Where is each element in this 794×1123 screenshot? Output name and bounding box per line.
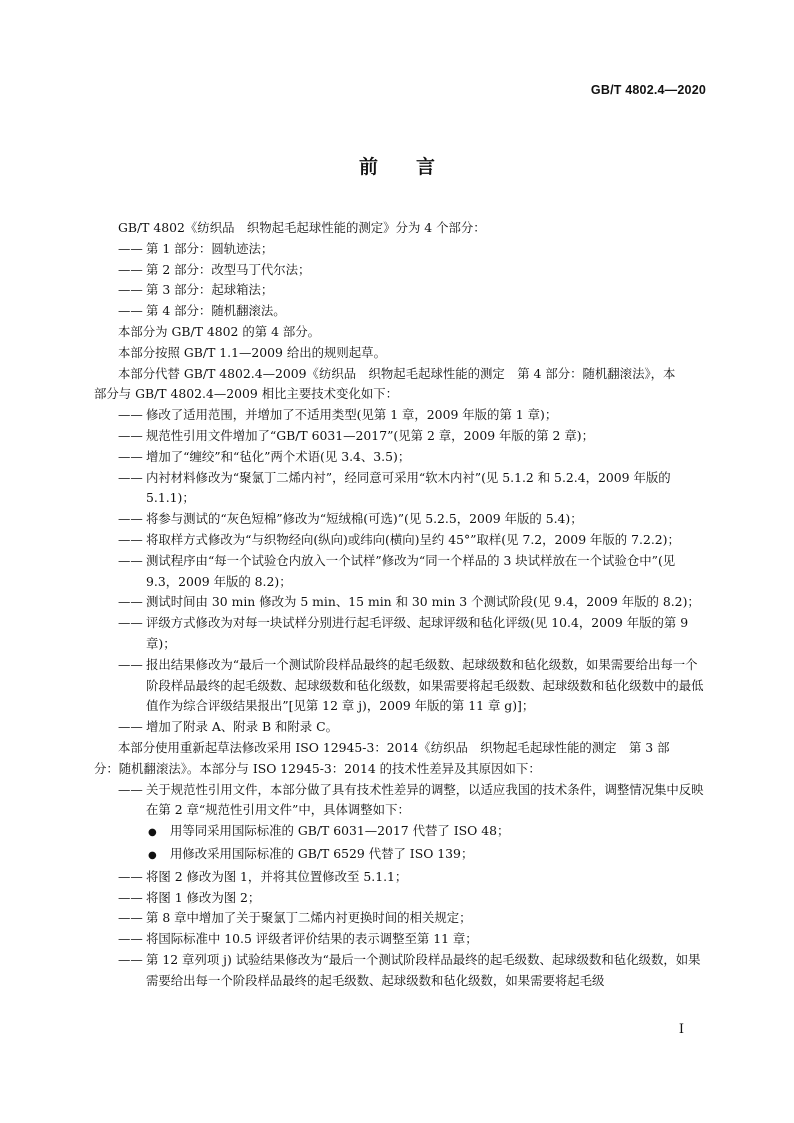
list-item [118,426,706,447]
list-item [118,239,706,260]
dash-marker: —— [118,448,143,464]
list-item [118,280,706,301]
list-item [118,780,706,822]
item-text: 将图 2 修改为图 1，并将其位置修改至 5.1.1； [146,868,408,884]
item-text: 将国际标准中 10.5 评级者评价结果的表示调整至第 11 章； [146,931,478,947]
list-item [118,592,706,613]
dash-marker: —— [118,282,143,298]
item-text: 第 3 部分：起球箱法； [146,282,274,298]
list-item [118,468,706,510]
item-text: 本部分按照 GB/T 1.1—2009 给出的规则起草。 [118,344,386,360]
list-item [118,405,706,426]
dash-marker: —— [118,531,143,547]
dash-marker: —— [118,303,143,319]
bullet-icon: ● [148,827,157,839]
item-text: 报出结果修改为“最后一个测试阶段样品最终的起毛级数、起球级数和毡化级数，如果需要给出每一个阶段样品最终的起毛级数、起球级数和毡化级数，如果需要将起毛级数、起球级数和毡化级数中的最低值作为综合评级结果报出”[见第 12 章 j)，2009 年版的第 11 章 g)]； [146,656,704,714]
dash-marker: —— [118,781,143,797]
item-text: 将参与测试的“灰色短棉”修改为“短绒棉(可选)”(见 5.2.5，2009 年版的 5.4)； [146,511,583,527]
item-text: 测试时间由 30 min 修改为 5 min、15 min 和 30 min 3 个测试阶段(见 9.4，2009 年版的 8.2)； [146,594,700,610]
item-text: 关于规范性引用文件，本部分做了具有技术性差异的调整，以适应我国的技术条件，调整情况集中反映在第 2 章“规范性引用文件”中，具体调整如下： [146,781,704,818]
dash-marker: —— [118,261,143,277]
dash-marker: —— [118,552,143,568]
document-body [94,218,706,991]
dash-marker: —— [118,240,143,256]
dash-marker: —— [118,656,143,672]
list-item [118,655,706,717]
bullet-item [118,821,706,844]
paragraph [118,218,706,239]
dash-marker: —— [118,951,143,967]
item-text: 将取样方式修改为“与织物经向(纵向)或纬向(横向)呈约 45°”取样(见 7.2，2009 年版的 7.2.2)； [146,531,680,547]
item-text: 部分与 GB/T 4802.4—2009 相比主要技术变化如下： [94,386,399,402]
list-item [118,260,706,281]
paragraph [94,384,706,405]
page-number: I [678,1022,684,1037]
item-text: 用修改采用国际标准的 GB/T 6529 代替了 ISO 139； [170,845,474,861]
list-item [118,447,706,468]
list-item [118,717,706,738]
list-item [118,908,706,929]
list-item [118,530,706,551]
dash-marker: —— [118,511,143,527]
paragraph [118,364,706,385]
paragraph [118,343,706,364]
item-text: GB/T 4802《纺织品 织物起毛起球性能的测定》分为 4 个部分： [118,220,486,235]
dash-marker: —— [118,407,143,423]
list-item [118,301,706,322]
paragraph [94,759,706,780]
list-item [118,551,706,593]
list-item [118,509,706,530]
item-text: 测试程序由“每一个试验仓内放入一个试样”修改为“同一个样品的 3 块试样放在一个试验仓中”(见 9.3，2009 年版的 8.2)； [146,552,676,589]
dash-marker: —— [118,868,143,884]
item-text: 本部分为 GB/T 4802 的第 4 部分。 [118,323,321,339]
list-item [118,888,706,909]
dash-marker: —— [118,469,143,485]
list-item [118,867,706,888]
list-item [118,950,706,992]
item-text: 规范性引用文件增加了“GB/T 6031—2017”(见第 2 章，2009 年版的第 2 章)； [146,427,594,443]
dash-marker: —— [118,615,143,631]
item-text: 第 12 章列项 j) 试验结果修改为“最后一个测试阶段样品最终的起毛级数、起球级数和毡化级数，如果需要给出每一个阶段样品最终的起毛级数、起球级数和毡化级数，如果需要将起毛级 [146,951,701,988]
item-text: 将图 1 修改为图 2； [146,889,261,905]
item-text: 第 1 部分：圆轨迹法； [146,240,274,256]
item-text: 本部分代替 GB/T 4802.4—2009《纺织品 织物起毛起球性能的测定 第 4 部分：随机翻滚法》，本 [118,365,676,381]
dash-marker: —— [118,427,143,443]
dash-marker: —— [118,931,143,947]
dash-marker: —— [118,594,143,610]
item-text: 本部分使用重新起草法修改采用 ISO 12945-3：2014《纺织品 织物起毛起球性能的测定 第 3 部 [118,739,670,755]
item-text: 第 4 部分：随机翻滚法。 [146,303,286,319]
list-item [118,613,706,655]
dash-marker: —— [118,910,143,926]
item-text: 第 8 章中增加了关于聚氯丁二烯内衬更换时间的相关规定； [146,910,472,926]
item-text: 增加了“缠绞”和“毡化”两个术语(见 3.4、3.5)； [146,448,411,464]
page-title: 前言 [358,156,473,178]
item-text: 增加了附录 A、附录 B 和附录 C。 [146,719,338,735]
item-text: 用等同采用国际标准的 GB/T 6031—2017 代替了 ISO 48； [170,823,510,839]
item-text: 第 2 部分：改型马丁代尔法； [146,261,311,277]
standard-number: GB/T 4802.4—2020 [590,83,706,97]
bullet-item [118,844,706,867]
item-text: 修改了适用范围，并增加了不适用类型(见第 1 章，2009 年版的第 1 章)； [146,407,558,423]
paragraph [118,738,706,759]
item-text: 评级方式修改为对每一块试样分别进行起毛评级、起球评级和毡化评级(见 10.4，2009 年版的第 9 章)； [146,615,689,651]
item-text: 分：随机翻滚法》。本部分与 ISO 12945-3：2014 的技术性差异及其原因如下： [94,760,541,776]
dash-marker: —— [118,889,143,905]
paragraph [118,322,706,343]
list-item [118,929,706,950]
bullet-icon: ● [148,849,157,861]
item-text: 内衬材料修改为“聚氯丁二烯内衬”，经同意可采用“软木内衬”(见 5.1.2 和 5.2.4，2009 年版的 5.1.1)； [146,469,671,506]
dash-marker: —— [118,719,143,735]
